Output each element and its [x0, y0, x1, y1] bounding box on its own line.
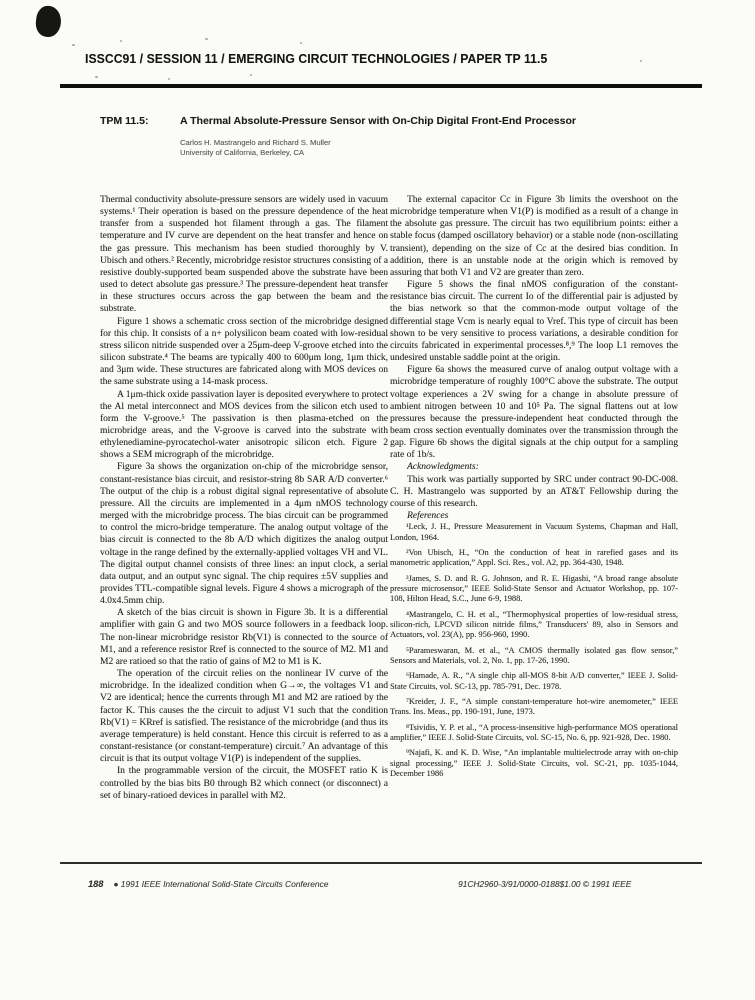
paragraph: Figure 6a shows the measured curve of analog output voltage with a microbridge temperature of roughly 100°C above the substrate. The output voltage experiences a 2V swing for a change in absolute pressure of ambient nitrogen between 10 and 10⁵ Pa. The signal flattens out at low pressures because the pressure-independent heat conducted through the beam cross section eventually dominates over the transmission through the gap. Figure 6b shows the digital signals at the chip output for a sampling rate of 1b/s. [390, 365, 678, 461]
reference-item: ⁸Tsividis, Y. P. et al., “A process-insensitive high-performance MOS operational amplifier,” IEEE J. Solid-State Circuits, vol. SC-15, No. 6, pp. 921-928, Dec. 1980. [390, 722, 678, 743]
paragraph: Thermal conductivity absolute-pressure sensors are widely used in vacuum systems.¹ Their operation is based on the pressure dependence of the heat transfer from a suspended hot filament through a gas. The filament temperature and IV curve are dependent on the heat transfer and hence on the gas pressure. This mechanism has been studied thoroughly by V. Ubisch and others.² Recently, microbridge resistor structures consisting of a resistive doubly-supported beam suspended above the substrate have been used to detect absolute gas pressure.³ The pressure-dependent heat transfer in these structures occurs across the gap between the beam and the substrate. [100, 195, 388, 315]
paper-title: A Thermal Absolute-Pressure Sensor with On-Chip Digital Front-End Processor [180, 115, 576, 127]
footer-left [88, 879, 328, 889]
paragraph: Figure 5 shows the final nMOS configuration of the constant-resistance bias circuit. The current Io of the differential pair is adjusted by the bias network so that the common-mode output voltage of the differential stage Vcm is nearly equal to Vref. This type of circuit has been shown to be very sensitive to process variations, a desirable condition for circuits fabricated in experimental processes.⁸,⁹ The loop L1 removes the undesired unstable saddle point at the origin. [390, 280, 678, 364]
paragraph: A 1μm-thick oxide passivation layer is deposited everywhere to protect the Al metal interconnect and MOS devices from the silicon etch used to form the V-groove.⁵ The passivation is then plasma-etched on the microbridge areas, and the V-groove is carved into the substrate with ethylenediamine-pyrocatechol-water anisotropic silicon etch. Figure 2 shows a SEM micrograph of the microbridge. [100, 389, 388, 461]
scan-ink-blob [34, 5, 63, 39]
authors: Carlos H. Mastrangelo and Richard S. Muller [180, 138, 331, 147]
reference-item: ¹Leck, J. H., Pressure Measurement in Vacuum Systems, Chapman and Hall, London, 1964. [390, 522, 678, 542]
paragraph: Figure 1 shows a schematic cross section of the microbridge designed for this chip. It consists of a n+ polysilicon beam coated with low-residual stress silicon nitride suspended over a 25μm-deep V-groove etched into the silicon substrate.⁴ The beams are typically 400 to 600μm long, 1μm thick, and 3μm wide. These structures are fabricated along with MOS devices on the same substrate using a 14-mask process. [100, 316, 388, 388]
reference-item: ⁶Hamade, A. R., “A single chip all-MOS 8-bit A/D converter,” IEEE J. Solid-State Circuits, vol. SC-13, pp. 785-791, Dec. 1978. [390, 671, 678, 691]
reference-item: ⁷Kreider, J. F., “A simple constant-temperature hot-wire anemometer,” IEEE Trans. Ins. Meas., pp. 190-191, June, 1973. [390, 697, 678, 717]
paragraph: In the programmable version of the circuit, the MOSFET ratio K is controlled by the bias bits B0 through B2 which connect (or disconnect) a set of binary-ratioed devices in parallel with M2. [100, 766, 388, 801]
paragraph: The operation of the circuit relies on the nonlinear IV curve of the microbridge. In the idealized condition when G→∞, the voltages V1 and V2 are identical; hence the currents through M1 and M2 are ratioed by the factor K. This causes the the circuit to adjust V1 such that the condition Rb(V1) = KRref is satisfied. The resistance of the microbridge (and thus its average temperature) is held constant. Hence this circuit is referred to as a constant-resistance (or constant-temperature) circuit.⁷ An advantage of this circuit is that its output voltage V1(P) is independent of the supplies. [100, 669, 388, 765]
scan-speck [250, 74, 252, 76]
page-number: 188 [88, 879, 104, 889]
scan-speck [120, 40, 122, 42]
reference-item: ⁵Parameswaran, M. et al., “A CMOS thermally isolated gas flow sensor,” Sensors and Materials, vol. 2, No. 1, pp. 17-26, 1990. [390, 645, 678, 665]
footer-copyright: 91CH2960-3/91/0000-0188$1.00 © 1991 IEEE [458, 879, 632, 889]
paragraph: A sketch of the bias circuit is shown in Figure 3b. It is a differential amplifier with gain G and two MOS source followers in a feedback loop. The non-linear microbridge resistor Rb(V1) is connected to the source of M1, and a reference resistor Rref is connected to the source of M2. M1 and M2 are ratioed so that the ratio of gains of M2 to M1 is K. [100, 608, 388, 667]
references-heading: References [407, 511, 449, 522]
title-block [100, 115, 680, 127]
scan-speck [205, 38, 208, 40]
left-column [100, 194, 388, 802]
footer-rule [60, 862, 702, 864]
scan-speck [168, 78, 170, 80]
header-rule [60, 84, 702, 88]
authors-block [180, 138, 331, 158]
scan-speck [72, 44, 75, 46]
reference-item: ⁹Najafi, K. and K. D. Wise, “An implantable multielectrode array with on-chip signal processing,” IEEE J. Solid-State Circuits, vol. SC-21, pp. 1035-1044, December 1986 [390, 748, 678, 779]
reference-item: ⁴Mastrangelo, C. H. et al., “Thermophysical properties of low-residual stress, silicon-rich, LPCVD silicon nitride films,” Transducers' 89, also in Sensors and Actuators, vol. 23(A), pp. 956-960, 1990. [390, 609, 678, 640]
scan-speck [95, 76, 98, 78]
references-list [390, 522, 678, 779]
reference-item: ²Von Ubisch, H., “On the conduction of heat in rarefied gases and its manometric application,” Appl. Sci. Res., vol. A2, pp. 364-430, 1948. [390, 547, 678, 568]
reference-item: ³James, S. D. and R. G. Johnson, and R. E. Higashi, “A broad range absolute pressure microsensor,” IEEE Solid-State Sensor and Actuator Workshop, pp. 107-108, Hilton Head, S.C., June 6-9, 1988. [390, 573, 678, 604]
acknowledgments-heading: Acknowledgments: [407, 462, 479, 473]
paragraph: The external capacitor Cc in Figure 3b limits the overshoot on the microbridge temperature when V1(P) is modified as a result of a change in the absolute gas pressure. The circuit has two equilibrium points: either a stable focus (damped oscillatory behavior) or a stable node (non-oscillating transient), depending on the size of Cc at the desired bias condition. In addition, there is an unstable node at the origin which is removed by assuring that both V1 and V2 are greater than zero. [390, 195, 678, 278]
conference-header: ISSCC91 / SESSION 11 / EMERGING CIRCUIT TECHNOLOGIES / PAPER TP 11.5 [85, 52, 548, 66]
right-column [390, 194, 678, 784]
affiliation: University of California, Berkeley, CA [180, 148, 304, 157]
footer-conference-text: ● 1991 IEEE International Solid-State Circuits Conference [113, 879, 329, 889]
acknowledgments-text: This work was partially supported by SRC under contract 90-DC-008. C. H. Mastrangelo was supported by an AT&T Fellowship during the course of this research. [390, 474, 678, 509]
paper-number: TPM 11.5: [100, 115, 149, 127]
paragraph: Figure 3a shows the organization on-chip of the microbridge sensor, constant-resistance bias circuit, and resistor-string 8b SAR A/D converter.⁶ The output of the chip is a robust digital signal representative of absolute pressure. All the circuits are implemented in a 4μm nMOS technology merged with the microbridge process. The bias circuit can be programmed to control the micro-bridge temperature. The analog output voltage of the bias circuit is connected to the 8b A/D which digitizes the analog output voltage in the range defined by the externally-applied voltages VH and VL. The digital output channel consists of three lines: an input clock, a serial data output, and an output sync signal. The chip requires ±5V supplies and provides TTL-compatible signal levels. Figure 4 shows a micrograph of the 4.0x4.5mm chip. [100, 462, 388, 607]
scan-speck [300, 42, 302, 44]
